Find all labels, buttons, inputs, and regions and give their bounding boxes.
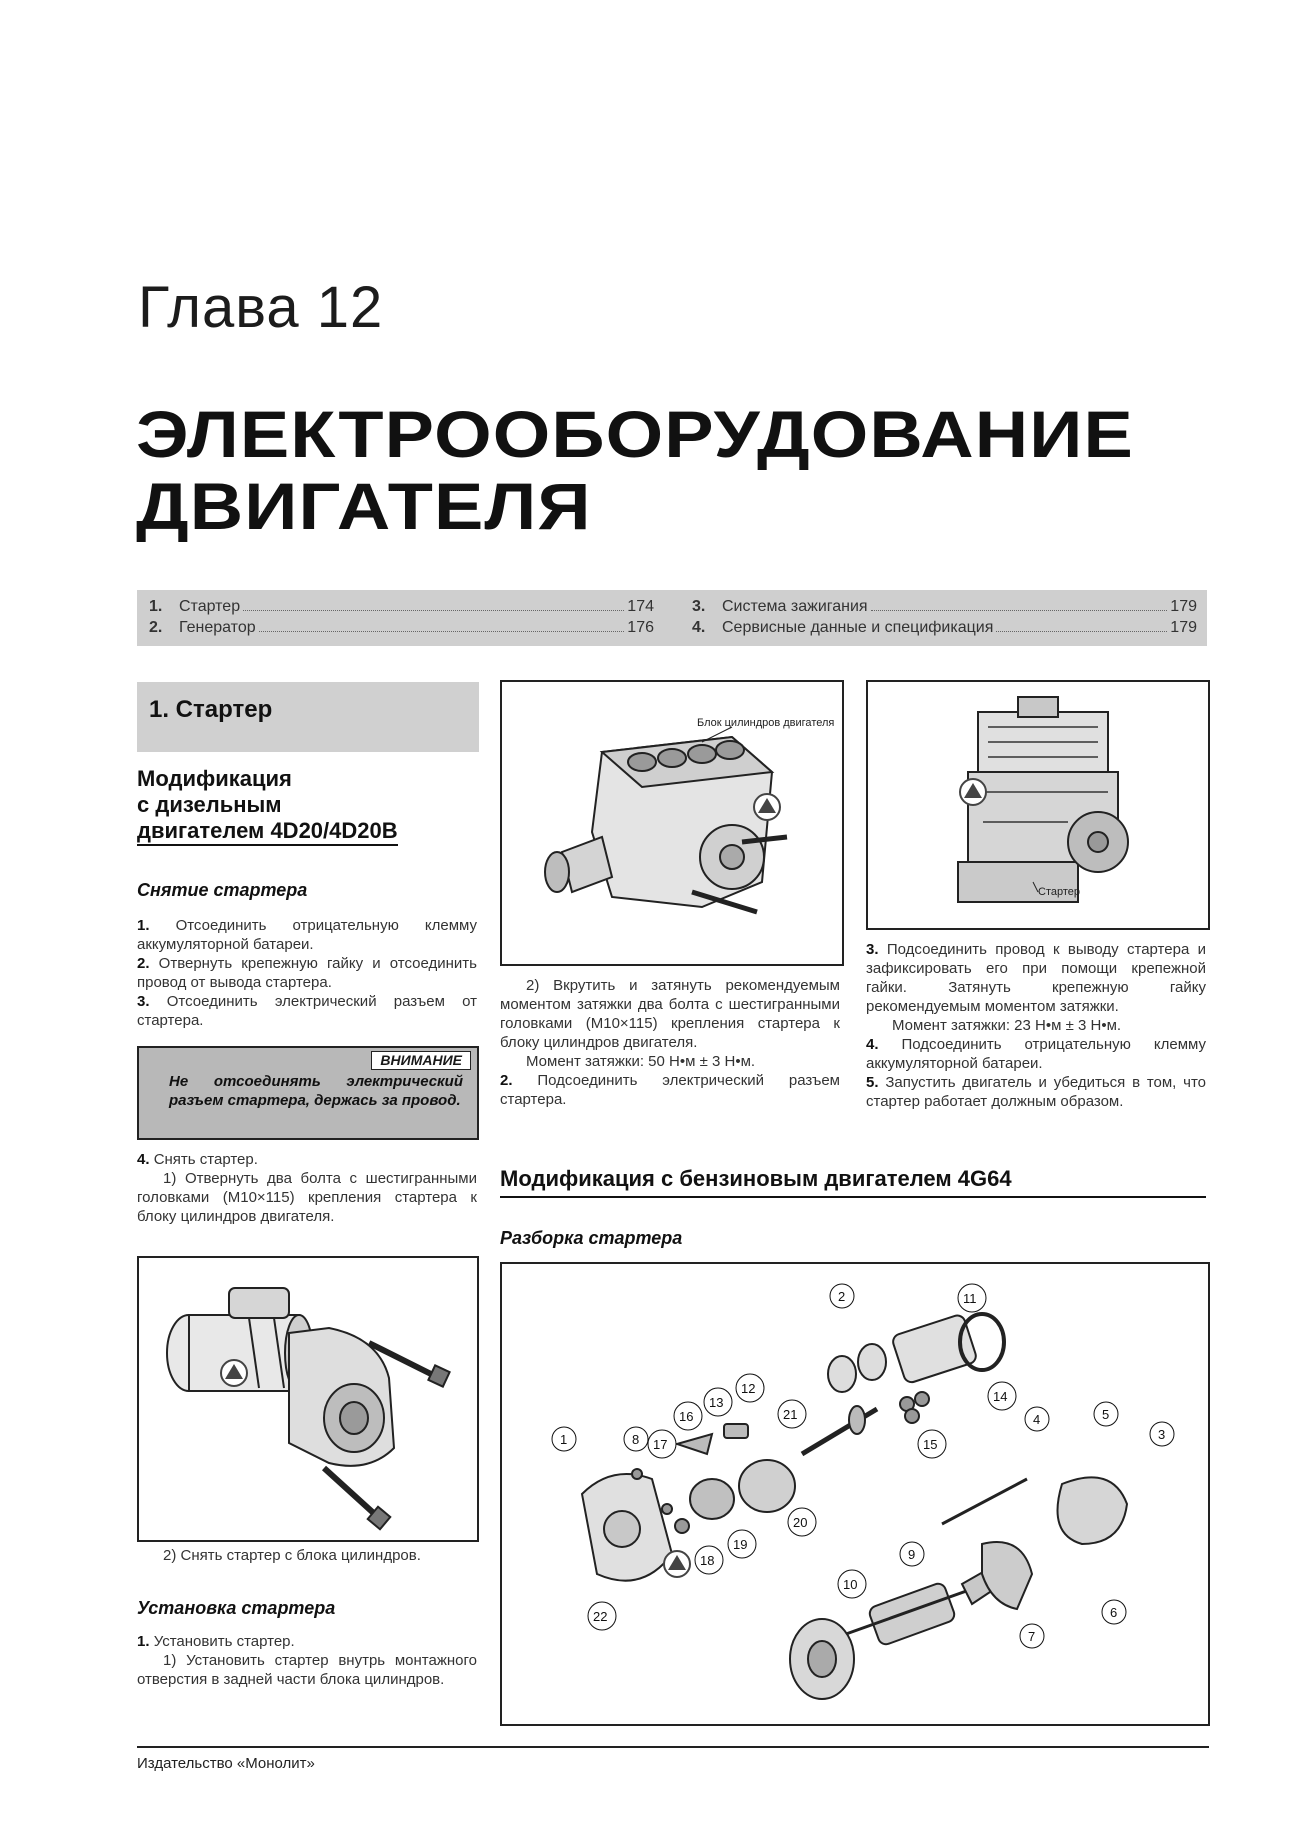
removal-steps bbox=[137, 916, 477, 1030]
col2-torque: Момент затяжки: 50 Н•м ± 3 Н•м. bbox=[526, 1053, 756, 1070]
svg-text:4: 4 bbox=[1033, 1412, 1041, 1427]
section-heading: 1. Стартер bbox=[149, 696, 273, 723]
svg-text:3: 3 bbox=[1158, 1427, 1166, 1442]
block-label: Блок цилиндров двигателя bbox=[697, 717, 835, 729]
part-callout bbox=[1020, 1624, 1044, 1648]
warning-box bbox=[137, 1046, 479, 1140]
svg-text:15: 15 bbox=[923, 1437, 938, 1452]
toc-item-page: 176 bbox=[627, 619, 654, 636]
exploded-starter-figure bbox=[500, 1262, 1210, 1726]
svg-text:21: 21 bbox=[783, 1407, 798, 1422]
svg-text:9: 9 bbox=[908, 1547, 916, 1562]
part-callout bbox=[648, 1430, 676, 1458]
part-callout bbox=[988, 1382, 1016, 1410]
toc-item-number: 3. bbox=[692, 598, 706, 615]
removal-step: 3. Отсоединить электрический разъем от стартера. bbox=[137, 993, 477, 1029]
toc-item-label: Генератор bbox=[179, 619, 256, 636]
part-callout bbox=[958, 1284, 986, 1312]
logo-icon bbox=[960, 779, 986, 805]
toc-item[interactable] bbox=[149, 619, 654, 640]
toc-item-page: 179 bbox=[1170, 619, 1197, 636]
exploded-starter-drawing bbox=[502, 1264, 1208, 1724]
toc-item-page: 174 bbox=[627, 598, 654, 615]
removal-heading: Снятие стартера bbox=[137, 880, 308, 900]
toc-item-label: Сервисные данные и спецификация bbox=[722, 619, 994, 636]
part-callout bbox=[830, 1284, 854, 1308]
install-heading: Установка стартера bbox=[137, 1598, 336, 1618]
starter-label: Стартер bbox=[1038, 886, 1081, 898]
toc-item-label: Система зажигания bbox=[722, 598, 868, 615]
svg-text:6: 6 bbox=[1110, 1605, 1118, 1620]
svg-text:19: 19 bbox=[733, 1537, 748, 1552]
col2-sub2: 2) Вкрутить и затянуть рекомендуемым моментом затяжки два болта с шестигранными головками (M10×115) крепления стартера к блоку цилиндров двигателя. bbox=[500, 977, 840, 1051]
removal-step: 1. Отсоединить отрицательную клемму аккумуляторной батареи. bbox=[137, 917, 477, 953]
toc-item[interactable] bbox=[692, 619, 1197, 640]
svg-text:7: 7 bbox=[1028, 1629, 1036, 1644]
part-callout bbox=[838, 1570, 866, 1598]
col2-text: 2) Вкрутить и затянуть рекомендуемым моментом затяжки два болта с шестигранными головками (M10×115) крепления стартера к блоку цилиндров двигателя. Момент затяжки: 50 Н•м ± 3 Н•м. 2. Подсоединить электрический разъем стартера. bbox=[500, 977, 840, 1108]
toc-item-number: 2. bbox=[149, 619, 163, 636]
removal-step4: 4. Снять стартер. 1) Отвернуть два болта с шестигранными головками (M10×115) крепления стартера к блоку цилиндров двигателя. bbox=[137, 1151, 477, 1225]
disassembly-heading: Разборка стартера bbox=[500, 1228, 683, 1248]
removal-step4-sub1: 1) Отвернуть два болта с шестигранными головками (M10×115) крепления стартера к блоку цилиндров двигателя. bbox=[137, 1170, 477, 1225]
svg-text:22: 22 bbox=[593, 1609, 608, 1624]
svg-text:2: 2 bbox=[838, 1289, 846, 1304]
publisher-footer: Издательство «Монолит» bbox=[137, 1755, 315, 1772]
svg-text:13: 13 bbox=[709, 1395, 724, 1410]
svg-text:12: 12 bbox=[741, 1381, 756, 1396]
engine-starter-figure bbox=[866, 680, 1210, 930]
col3-text: 3. Подсоединить провод к выводу стартера и зафиксировать его при помощи крепежной гайки. Затянуть крепежную гайку рекомендуемым моментом затяжки. Момент затяжки: 23 Н•м ± 3 Н•м. 4. Подсоединить отрицательную клемму аккумуляторной батареи. 5. Запустить двигатель и убедиться в том, что стартер работает должным образом. bbox=[866, 941, 1207, 1110]
toc-item-label: Стартер bbox=[179, 598, 241, 615]
part-callout bbox=[788, 1508, 816, 1536]
svg-text:8: 8 bbox=[632, 1432, 640, 1447]
logo-icon bbox=[754, 794, 780, 820]
svg-text:20: 20 bbox=[793, 1515, 808, 1530]
svg-text:5: 5 bbox=[1102, 1407, 1110, 1422]
toc-item-number: 1. bbox=[149, 598, 163, 615]
warning-text: Не отсоединять электрический разъем стартера, держась за провод. bbox=[169, 1073, 463, 1109]
svg-text:16: 16 bbox=[679, 1409, 694, 1424]
svg-text:18: 18 bbox=[700, 1553, 715, 1568]
toc-item-page: 179 bbox=[1170, 598, 1197, 615]
petrol-heading: Модификация с бензиновым двигателем 4G64 bbox=[500, 1166, 1012, 1191]
chapter-title bbox=[136, 398, 1134, 542]
svg-text:14: 14 bbox=[993, 1389, 1008, 1404]
diesel-heading-line: двигателем 4D20/4D20B bbox=[137, 818, 398, 846]
removal-step4-sub2: 2) Снять стартер с блока цилиндров. bbox=[163, 1547, 421, 1564]
part-callout bbox=[1150, 1422, 1174, 1446]
part-callout bbox=[1025, 1407, 1049, 1431]
part-callout bbox=[588, 1602, 616, 1630]
logo-icon bbox=[664, 1551, 690, 1577]
chapter-title-line2: ДВИГАТЕЛЯ bbox=[136, 469, 592, 543]
part-callout bbox=[778, 1400, 806, 1428]
svg-text:11: 11 bbox=[963, 1291, 977, 1306]
logo-icon bbox=[221, 1360, 247, 1386]
svg-text:1: 1 bbox=[560, 1432, 568, 1447]
part-callout bbox=[552, 1427, 576, 1451]
part-callout bbox=[704, 1388, 732, 1416]
engine-block-drawing bbox=[502, 682, 842, 964]
part-callout bbox=[728, 1530, 756, 1558]
chapter-title-line1: ЭЛЕКТРООБОРУДОВАНИЕ bbox=[136, 397, 1134, 471]
install-step1-sub1: 1) Установить стартер внутрь монтажного отверстия в задней части блока цилиндров. bbox=[137, 1652, 477, 1688]
table-of-contents bbox=[137, 590, 1207, 646]
part-callout bbox=[695, 1546, 723, 1574]
col3-torque: Момент затяжки: 23 Н•м ± 3 Н•м. bbox=[892, 1017, 1122, 1034]
part-callout bbox=[1102, 1600, 1126, 1624]
svg-text:10: 10 bbox=[843, 1577, 858, 1592]
diesel-heading-line: с дизельным bbox=[137, 792, 282, 817]
part-callout bbox=[736, 1374, 764, 1402]
diesel-heading bbox=[137, 766, 477, 846]
toc-item-number: 4. bbox=[692, 619, 706, 636]
install-steps: 1. Установить стартер. 1) Установить стартер внутрь монтажного отверстия в задней части блока цилиндров. bbox=[137, 1633, 477, 1688]
part-callout bbox=[1094, 1402, 1118, 1426]
engine-starter-drawing bbox=[868, 682, 1208, 928]
toc-item[interactable] bbox=[149, 598, 654, 619]
toc-item[interactable] bbox=[692, 598, 1197, 619]
engine-block-figure bbox=[500, 680, 844, 966]
part-callout bbox=[918, 1430, 946, 1458]
chapter-number: Глава 12 bbox=[138, 275, 384, 340]
warning-label: ВНИМАНИЕ bbox=[371, 1051, 471, 1070]
svg-text:17: 17 bbox=[653, 1437, 668, 1452]
starter-bolts-figure bbox=[137, 1256, 479, 1542]
starter-bolts-drawing bbox=[139, 1258, 477, 1540]
footer-divider bbox=[137, 1746, 1209, 1748]
section-heading-box bbox=[137, 682, 479, 752]
removal-step: 2. Отвернуть крепежную гайку и отсоединить провод от вывода стартера. bbox=[137, 955, 477, 991]
part-callout bbox=[900, 1542, 924, 1566]
petrol-heading-underline bbox=[500, 1196, 1206, 1198]
diesel-heading-line: Модификация bbox=[137, 766, 292, 791]
part-callout bbox=[674, 1402, 702, 1430]
part-callout bbox=[624, 1427, 648, 1451]
